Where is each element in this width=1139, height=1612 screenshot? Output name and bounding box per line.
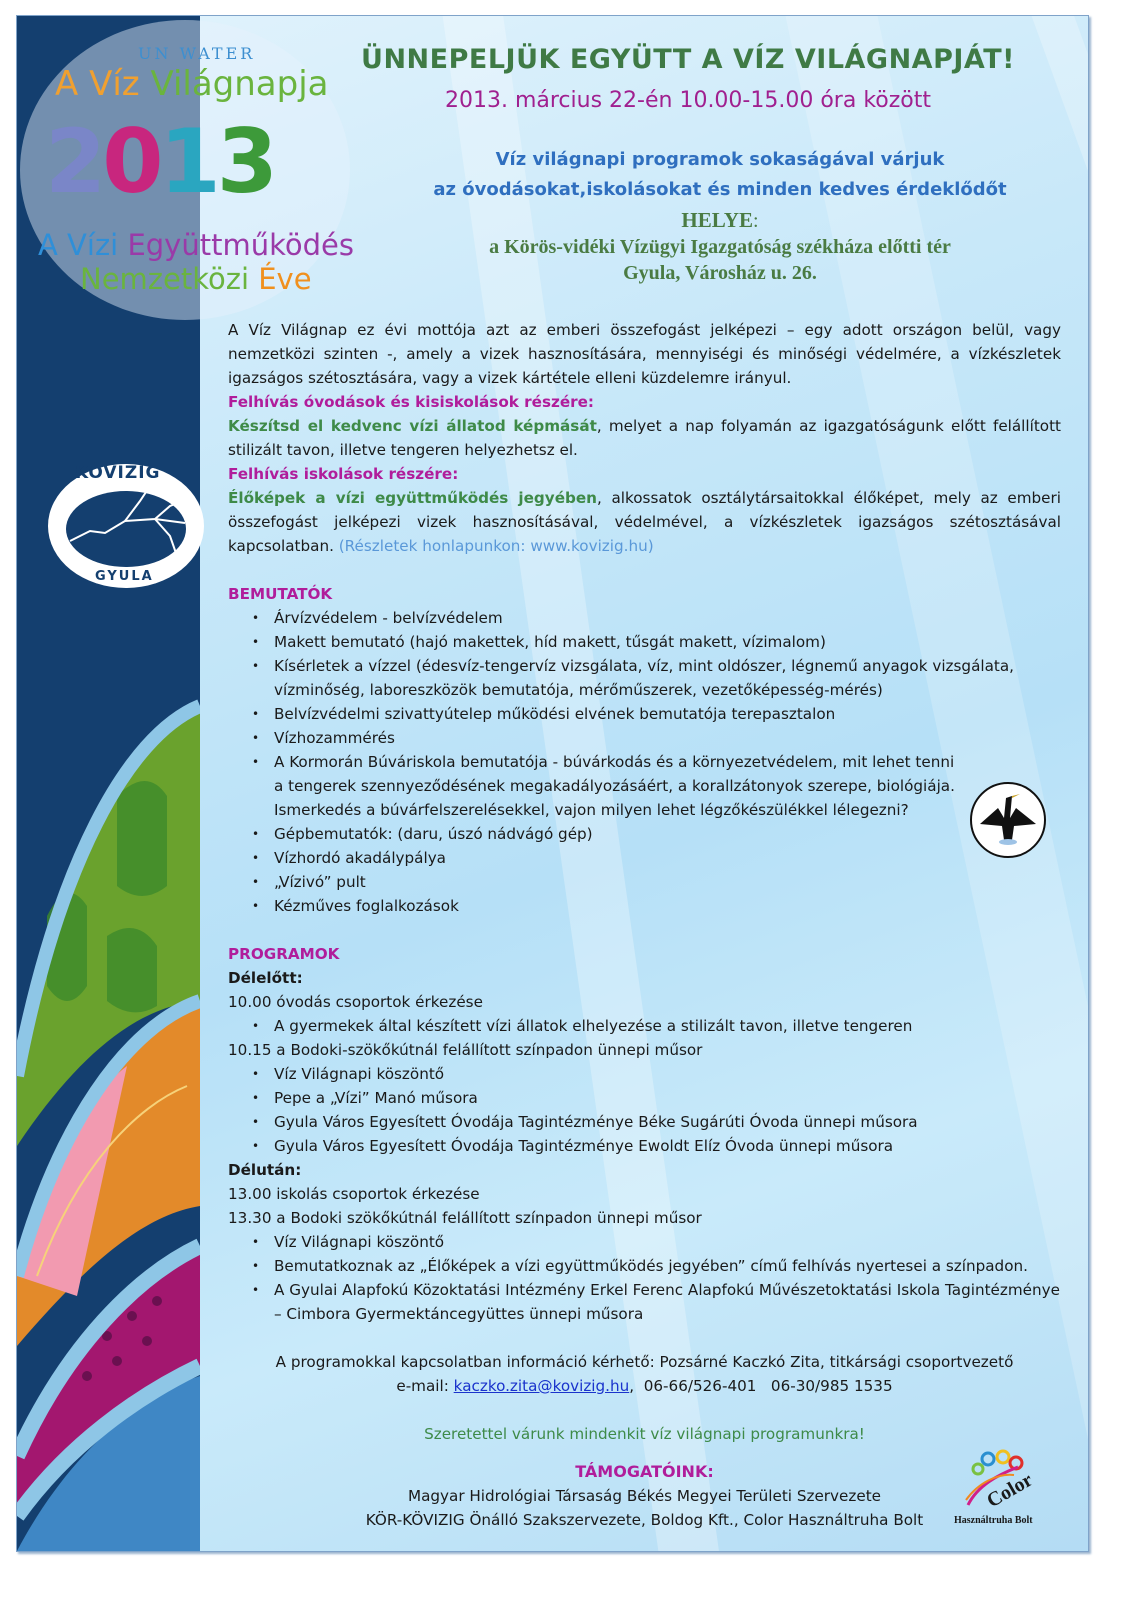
list-item: • „Vízivó” pult: [274, 870, 1061, 894]
list-item: • Vízhordó akadálypálya: [274, 846, 1061, 870]
list-item: • Víz Világnapi köszöntő: [274, 1230, 1061, 1254]
demos-list: [228, 606, 1061, 918]
list-item: • Árvízvédelem - belvízvédelem: [274, 606, 1061, 630]
list-item: • Gépbemutatók: (daru, úszó nádvágó gép): [274, 822, 1061, 846]
logo-line-1: [55, 64, 329, 104]
color-shop-logo: [948, 1445, 1048, 1527]
svg-text:Használtruha Bolt: Használtruha Bolt: [954, 1515, 1033, 1526]
program-time: 13.30 a Bodoki szökőkútnál felállított színpadon ünnepi műsor: [228, 1209, 702, 1227]
color-shop-icon: [948, 1445, 1048, 1527]
call1-highlight: Készítsd el kedvenc vízi állatod képmását: [228, 417, 597, 435]
logo-line-1-a: A Víz: [55, 64, 151, 104]
logo-line-4: [80, 262, 312, 296]
logo-line-3-b: Együttműködés: [127, 228, 354, 262]
invitation: [360, 145, 1080, 205]
list-item: • A Kormorán Búváriskola bemutatója - búvárkodás és a környezetvédelem, mit lehet tenni a tengerek szennyeződésének megakadályozásáért, a korallzátonyok szerepe, biológiája. Ismerkedés a búvárfelszerelésekkel, vajon milyen lehet légzőkészülékkel lélegezni?: [274, 750, 1061, 822]
sponsors-heading: TÁMOGATÓINK:: [575, 1462, 714, 1481]
kormoran-diving-school-logo: [968, 780, 1048, 860]
program-time: 10.15 a Bodoki-szökőkútnál felállított színpadon ünnepi műsor: [228, 1041, 703, 1059]
email-link[interactable]: kaczko.zita@kovizig.hu: [453, 1377, 630, 1395]
sponsor-line: Magyar Hidrológiai Társaság Békés Megyei Területi Szervezete: [407, 1487, 882, 1505]
program-list: [228, 1062, 1061, 1158]
flyer-body: [228, 318, 1061, 1532]
logo-line-4-a: Nemzetközi: [80, 262, 259, 296]
list-item: • Kézműves foglalkozások: [274, 894, 1061, 918]
list-item: • Pepe a „Vízi” Manó műsora: [274, 1086, 1061, 1110]
kovizig-logo-bottom: GYULA: [95, 569, 154, 584]
phone-numbers: , 06-66/526-401 06-30/985 1535: [629, 1377, 893, 1395]
un-water-label: UN WATER: [138, 44, 256, 63]
venue-colon: :: [753, 210, 759, 232]
list-item: • Belvízvédelmi szivattyútelep működési elvének bemutatója terepasztalon: [274, 702, 1061, 726]
morning-label: Délelőtt:: [228, 969, 303, 987]
logo-line-1-b: Világnapja: [150, 64, 329, 104]
venue-line-2: Gyula, Városház u. 26.: [623, 262, 817, 284]
email-label: e-mail:: [396, 1377, 454, 1395]
afternoon-label: Délután:: [228, 1161, 302, 1179]
cormorant-icon: [968, 780, 1048, 860]
welcome-message: Szeretettel várunk mindenkit víz világnapi programunkra!: [424, 1425, 865, 1443]
list-item: • Vízhozammérés: [274, 726, 1061, 750]
sponsor-line: KÖR-KÖVIZIG Önálló Szakszervezete, Boldog Kft., Color Használtruha Bolt: [365, 1511, 924, 1529]
logo-line-3-a: A Vízi: [38, 228, 128, 262]
logo-year: 2013: [45, 110, 274, 213]
program-list: [228, 1014, 1061, 1038]
list-item: • Makett bemutató (hajó makettek, híd makett, tűsgát makett, vízimalom): [274, 630, 1061, 654]
call2-body: , alkossatok osztálytársaitokkal élőképet, mely az emberi összefogást jelképezi vizek hasznosításával, védelmével, a vízkészletek igazságos szétosztásával kapcsolatban.: [228, 489, 1061, 555]
kovizig-logo-top: KÖVIZIG: [75, 463, 161, 483]
program-time: 10.00 óvodás csoportok érkezése: [228, 993, 483, 1011]
logo-line-4-b: Éve: [258, 262, 312, 296]
program-time: 13.00 iskolás csoportok érkezése: [228, 1185, 480, 1203]
call2-heading: Felhívás iskolások részére:: [228, 465, 459, 483]
venue: [360, 207, 1080, 286]
venue-label: HELYE: [681, 208, 754, 232]
kovizig-logo: [45, 461, 207, 591]
page-title: ÜNNEPELJÜK EGYÜTT A VÍZ VILÁGNAPJÁT!: [361, 44, 1015, 75]
venue-line-1: a Körös-vidéki Vízügyi Igazgatóság székháza előtti tér: [489, 236, 951, 258]
call1-text: [228, 414, 1061, 462]
svg-text:Color: Color: [983, 1468, 1037, 1513]
website-link[interactable]: (Részletek honlapunkon: www.kovizig.hu): [333, 537, 654, 555]
call1-heading: Felhívás óvodások és kisiskolások részére:: [228, 393, 595, 411]
programs-heading: PROGRAMOK: [228, 945, 340, 963]
list-item: • Gyula Város Egyesített Óvodája Tagintézménye Béke Sugárúti Óvoda ünnepi műsora: [274, 1110, 1061, 1134]
call1-body: , melyet a nap folyamán az igazgatóságunk előtt felállított stilizált tavon, illetve tengeren helyezhetsz el.: [228, 417, 1061, 459]
program-list: [228, 1230, 1061, 1326]
list-item: • Bemutatkoznak az „Élőképek a vízi együttműködés jegyében” című felhívás nyertesei a színpadon.: [274, 1254, 1061, 1278]
contact-line: A programokkal kapcsolatban információ kérhető: Pozsárné Kaczkó Zita, titkársági csoportvezető: [275, 1353, 1014, 1371]
invitation-line-2: az óvodásokat,iskolásokat és minden kedves érdeklődőt: [433, 179, 1007, 200]
list-item: • Víz Világnapi köszöntő: [274, 1062, 1061, 1086]
list-item: • Kísérletek a vízzel (édesvíz-tengervíz vizsgálata, víz, mint oldószer, légnemű anyagok vizsgálata, vízminőség, laboreszközök bemutatója, mérőműszerek, vezetőképesség-mérés): [274, 654, 1061, 702]
list-item: • A Gyulai Alapfokú Közoktatási Intézmény Erkel Ferenc Alapfokú Művészetoktatási Iskola Tagintézménye – Cimbora Gyermektáncegyüttes ünnepi műsora: [274, 1278, 1061, 1326]
invitation-line-1: Víz világnapi programok sokaságával várjuk: [495, 149, 945, 170]
call2-text: [228, 486, 1061, 558]
intro-paragraph: A Víz Világnap ez évi mottója azt az emberi összefogást jelképezi – egy adott országon belül, vagy nemzetközi szinten -, amely a vizek hasznosítására, mennyiségi és minőségi védelmére, a vízkészletek igazságos szétosztására, vagy a vizek kártétele elleni küzdelemre irányul.: [228, 321, 1061, 387]
call2-highlight: Élőképek a vízi együttműködés jegyében: [228, 489, 597, 507]
event-date: 2013. március 22-én 10.00-15.00 óra között: [444, 88, 931, 113]
logo-line-3: [38, 228, 354, 262]
list-item: • A gyermekek által készített vízi állatok elhelyezése a stilizált tavon, illetve tengeren: [274, 1014, 1061, 1038]
contact-email-line: [228, 1374, 1061, 1398]
list-item: • Gyula Város Egyesített Óvodája Tagintézménye Ewoldt Elíz Óvoda ünnepi műsora: [274, 1134, 1061, 1158]
demos-heading: BEMUTATÓK: [228, 585, 333, 603]
